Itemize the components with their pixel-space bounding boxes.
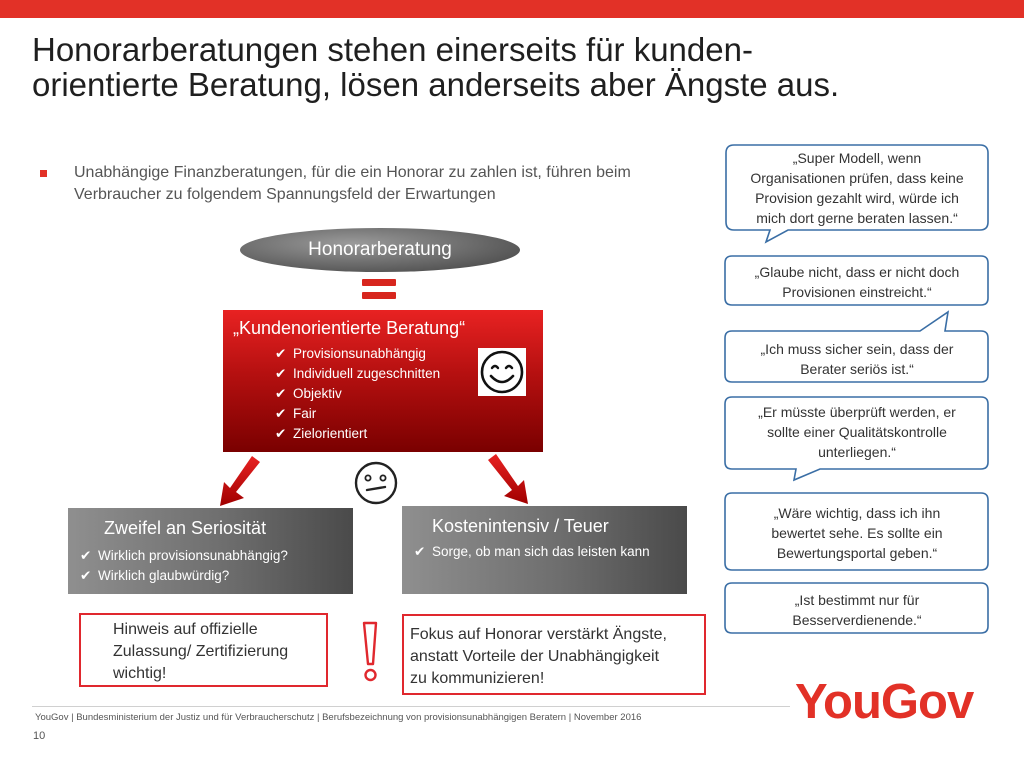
title-line-2: orientierte Beratung, lösen anderseits aber Ängste aus. xyxy=(32,66,840,103)
fee-focus-note: Fokus auf Honorar verstärkt Ängste, anstatt Vorteile der Unabhängigkeit zu kommunizieren! xyxy=(402,614,706,695)
list-item: ✔ Objektiv xyxy=(275,384,440,404)
list-item: ✔ Fair xyxy=(275,404,440,424)
cost-intensive-box xyxy=(402,506,687,594)
quote-text-5: „Wäre wichtig, dass ich ihn bewertet sehe. Es sollte ein Bewertungsportal geben.“ xyxy=(771,505,943,561)
exclamation-icon xyxy=(356,620,386,684)
list-item: ✔ Individuell zugeschnitten xyxy=(275,364,440,384)
checkmark-icon: ✔ xyxy=(414,544,426,559)
quote-text-6: „Ist bestimmt nur für Besserverdienende.“ xyxy=(792,592,922,628)
page-number: 10 xyxy=(33,730,46,742)
neutral-face-icon xyxy=(352,460,400,506)
intro-bullet-text: Unabhängige Finanzberatungen, für die ein Honorar zu zahlen ist, führen beim Verbraucher zu folgendem Spannungsfeld der Erwartungen xyxy=(74,164,631,203)
doubt-seriousness-title: Zweifel an Seriosität xyxy=(104,518,267,538)
honorarberatung-ellipse: Honorarberatung xyxy=(240,228,520,272)
cost-intensive-title: Kostenintensiv / Teuer xyxy=(432,516,609,536)
quote-text-2: „Glaube nicht, dass er nicht doch Provisionen einstreicht.“ xyxy=(754,264,960,300)
customer-oriented-box xyxy=(223,310,543,452)
list-item: ✔ Wirklich glaubwürdig? xyxy=(80,566,288,586)
intro-bullet xyxy=(40,162,680,206)
equals-icon-bottom-bar xyxy=(362,292,396,299)
checkmark-icon: ✔ xyxy=(80,548,92,563)
checkmark-icon: ✔ xyxy=(275,386,287,401)
checkmark-icon: ✔ xyxy=(80,568,92,583)
checkmark-icon: ✔ xyxy=(275,366,287,381)
quote-text-3: „Ich muss sicher sein, dass der Berater seriös ist.“ xyxy=(760,341,954,377)
checkmark-icon: ✔ xyxy=(275,346,287,361)
title-line-1: Honorarberatungen stehen einerseits für kunden- xyxy=(32,31,753,68)
smiley-icon xyxy=(478,348,526,396)
footer-divider xyxy=(32,706,790,707)
yougov-logo: YouGov xyxy=(795,675,974,729)
list-item: ✔ Sorge, ob man sich das leisten kann xyxy=(414,542,650,562)
quote-text-1: „Super Modell, wenn Organisationen prüfen, dass keine Provision gezahlt wird, würde ich mich dort gerne beraten lassen.“ xyxy=(750,150,964,226)
checkmark-icon: ✔ xyxy=(275,406,287,421)
doubt-seriousness-box xyxy=(68,508,353,594)
bullet-square-icon xyxy=(40,170,47,177)
quote-text-4: „Er müsste überprüft werden, er sollte einer Qualitätskontrolle unterliegen.“ xyxy=(758,404,956,460)
page-title xyxy=(32,32,932,102)
customer-oriented-list xyxy=(275,344,440,444)
doubt-seriousness-list xyxy=(80,546,288,586)
equals-icon-top-bar xyxy=(362,279,396,286)
footer-text: YouGov | Bundesministerium der Justiz und für Verbraucherschutz | Berufsbezeichnung von provisionsunabhängigen Beratern | November 2016 xyxy=(35,712,642,723)
certification-note: Hinweis auf offizielle Zulassung/ Zertifizierung wichtig! xyxy=(79,613,328,687)
customer-oriented-title: „Kundenorientierte Beratung“ xyxy=(233,318,466,338)
list-item: ✔ Wirklich provisionsunabhängig? xyxy=(80,546,288,566)
checkmark-icon: ✔ xyxy=(275,426,287,441)
cost-intensive-list xyxy=(414,542,650,562)
left-arrow-icon xyxy=(218,456,260,508)
top-accent-bar xyxy=(0,0,1024,18)
list-item: ✔ Zielorientiert xyxy=(275,424,440,444)
list-item: ✔ Provisionsunabhängig xyxy=(275,344,440,364)
right-arrow-icon xyxy=(488,454,530,506)
